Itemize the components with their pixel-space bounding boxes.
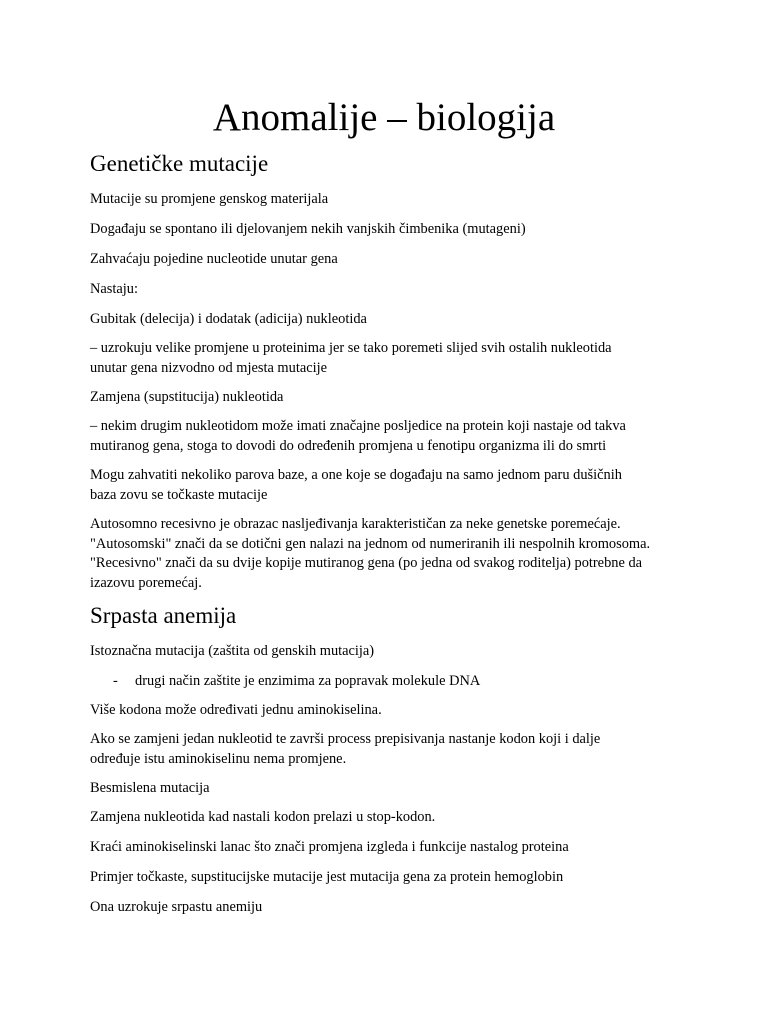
paragraph: Zahvaćaju pojedine nucleotide unutar gena bbox=[90, 251, 338, 267]
paragraph: Primjer točkaste, supstitucijske mutacije jest mutacija gena za protein hemoglobin bbox=[90, 869, 564, 885]
paragraph-line: određuje istu aminokiselinu nema promjene. bbox=[90, 750, 347, 767]
paragraph: Besmislena mutacija bbox=[90, 780, 210, 796]
paragraph-line: mutiranog gena, stoga to dovodi do određenih promjena u fenotipu organizma ili do smrti bbox=[90, 437, 607, 454]
paragraph bbox=[90, 417, 690, 456]
paragraph bbox=[90, 515, 690, 593]
document-title: Anomalije – biologija bbox=[212, 96, 556, 139]
paragraph: Istoznačna mutacija (zaštita od genskih mutacija) bbox=[90, 643, 375, 659]
paragraph bbox=[90, 339, 690, 378]
paragraph-line: Mogu zahvatiti nekoliko parova baze, a one koje se događaju na samo jednom paru dušičnih bbox=[90, 467, 622, 483]
paragraph: Više kodona može određivati jednu aminokiselina. bbox=[90, 702, 382, 718]
paragraph-line: izazovu poremećaj. bbox=[90, 574, 202, 591]
paragraph-line: unutar gena nizvodno od mjesta mutacije bbox=[90, 359, 327, 376]
section-heading-genetic-mutations: Genetičke mutacije bbox=[90, 151, 269, 176]
paragraph-line: – uzrokuju velike promjene u proteinima jer se tako poremeti slijed svih ostalih nukleotida bbox=[90, 340, 612, 356]
paragraph: Zamjena (supstitucija) nukleotida bbox=[90, 389, 284, 405]
paragraph-line: – nekim drugim nukleotidom može imati značajne posljedice na protein koji nastaje od takva bbox=[90, 418, 626, 434]
paragraph: Događaju se spontano ili djelovanjem nekih vanjskih čimbenika (mutageni) bbox=[90, 221, 526, 237]
paragraph: Nastaju: bbox=[90, 281, 138, 297]
section-heading-sickle-cell-anemia: Srpasta anemija bbox=[90, 603, 237, 628]
paragraph bbox=[90, 730, 690, 769]
paragraph bbox=[90, 466, 690, 505]
paragraph: Mutacije su promjene genskog materijala bbox=[90, 191, 329, 207]
paragraph-line: baza zovu se točkaste mutacije bbox=[90, 486, 268, 503]
paragraph: Gubitak (delecija) i dodatak (adicija) nukleotida bbox=[90, 311, 367, 327]
paragraph: Ona uzrokuje srpastu anemiju bbox=[90, 899, 263, 915]
paragraph: Kraći aminokiselinski lanac što znači promjena izgleda i funkcije nastalog proteina bbox=[90, 839, 569, 855]
paragraph-line: "Autosomski" znači da se dotični gen nalazi na jednom od numeriranih ili nespolnih kromosoma. bbox=[90, 535, 651, 552]
list-item: drugi način zaštite je enzimima za popravak molekule DNA bbox=[135, 673, 481, 689]
paragraph-line: "Recesivno" znači da su dvije kopije mutiranog gena (po jedna od svakog roditelja) potrebne da bbox=[90, 555, 643, 571]
list-bullet: - bbox=[113, 673, 118, 689]
paragraph-line: Ako se zamjeni jedan nukleotid te završi process prepisivanja nastanje kodon koji i dalje bbox=[90, 731, 601, 747]
paragraph-line: Autosomno recesivno je obrazac nasljeđivanja karakterističan za neke genetske poremećaje. bbox=[90, 516, 621, 532]
paragraph: Zamjena nukleotida kad nastali kodon prelazi u stop-kodon. bbox=[90, 809, 436, 825]
